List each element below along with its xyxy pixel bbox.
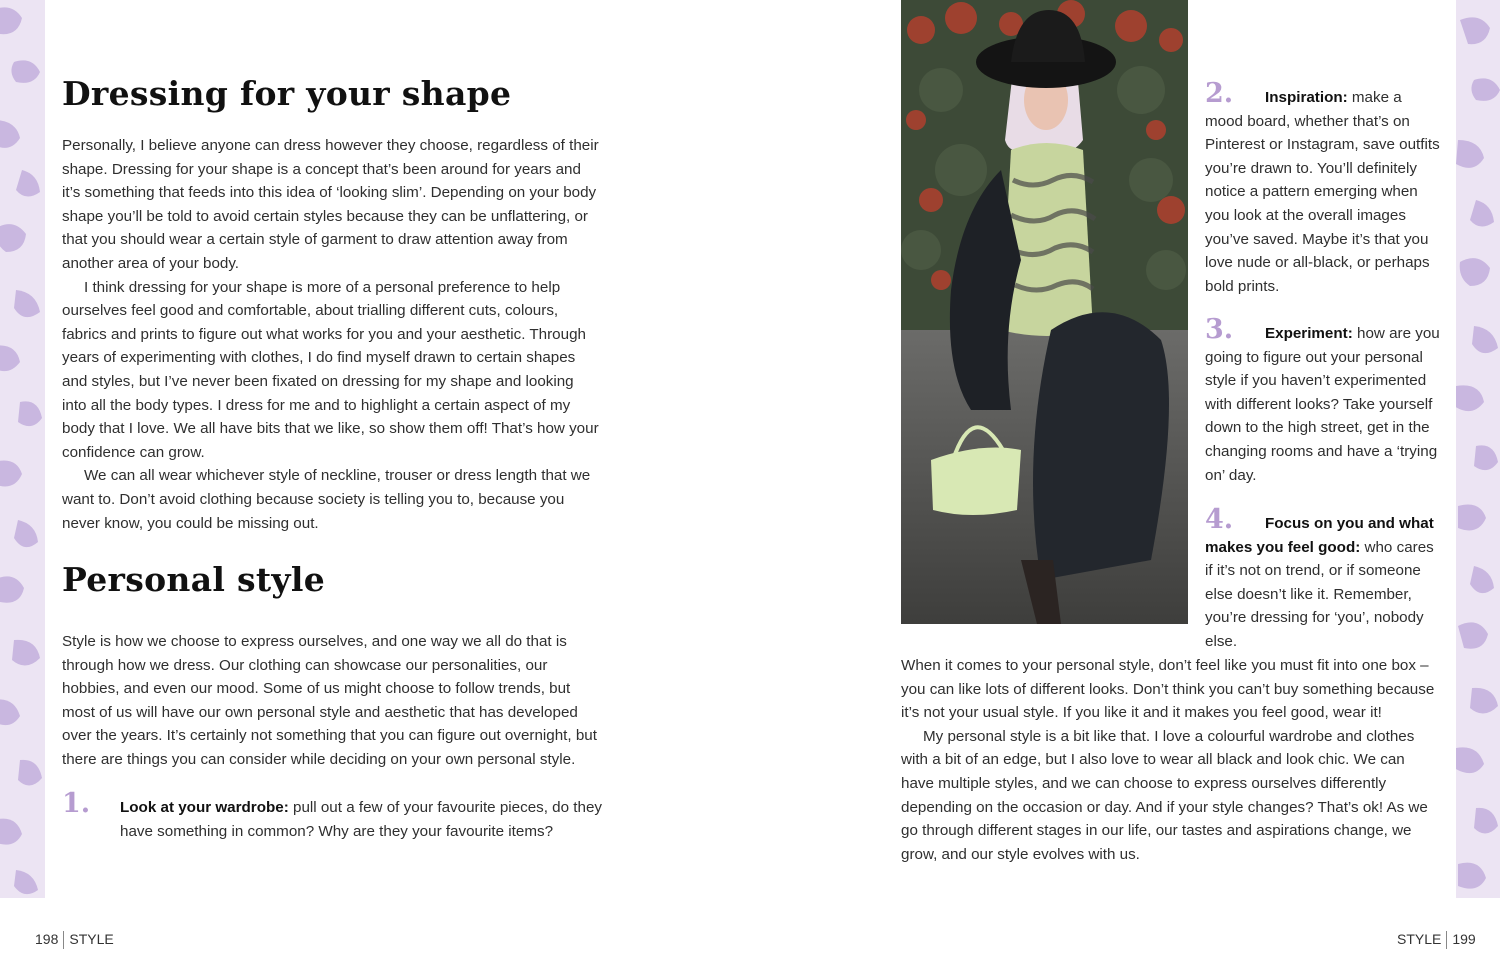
footer-left: [35, 931, 114, 949]
tip-text: [1205, 512, 1441, 654]
tip-body: how are you going to figure out your personal style if you haven’t experimented with different looks? Take yourself down to the high street, get in the changing rooms and have a ‘trying on’ day.: [1205, 325, 1440, 484]
tip-text: [1205, 86, 1441, 298]
divider: [1446, 931, 1447, 949]
heading-dressing-for-your-shape: Dressing for your shape: [62, 74, 512, 113]
tip-number: 2.: [1205, 78, 1234, 109]
photo-woman-in-black-hat: [901, 0, 1188, 624]
tip-body: pull out a few of your favourite pieces, do they have something in common? Why are they your favourite items?: [120, 799, 602, 840]
paragraph: My personal style is a bit like that. I love a colourful wardrobe and clothes with a bit of an edge, but I also love to wear all black and look chic. We can have multiple styles, and we can choose to express ourselves differently depending on the occasion or day. And if your style changes? That’s ok! As we go through different stages in our life, our tastes and aspirations change, we grow, and our style evolves with us.: [901, 727, 1428, 863]
paragraph: We can all wear whichever style of neckline, trouser or dress length that we want to. Don’t avoid clothing because society is telling you to, because you never know, you could be missing out.: [62, 467, 591, 532]
paragraph: When it comes to your personal style, don’t feel like you must fit into one box – you can like lots of different looks. Don’t think you can’t buy something because it’s not your usual style. If you like it and it makes you feel good, wear it!: [901, 657, 1435, 722]
footer-right: [1397, 931, 1476, 949]
tip-title: Experiment:: [1265, 325, 1353, 342]
tip-body: who cares if it’s not on trend, or if someone else doesn’t like it. Remember, you’re dressing for ‘you’, nobody else.: [1205, 538, 1434, 650]
tip-text: [1205, 322, 1441, 487]
tip-body: make a mood board, whether that’s on Pinterest or Instagram, save outfits you’re drawn to. You’ll definitely notice a pattern emerging when you look at the overall images you’ve saved. Maybe it’s that you love nude or all-black, or perhaps bold prints.: [1205, 89, 1440, 295]
section-label: STYLE: [69, 931, 114, 947]
page-number: 198: [35, 931, 59, 947]
tip-text: [62, 796, 602, 843]
tip-number: 3.: [1205, 314, 1234, 345]
section-personal-style-continued: [901, 654, 1441, 866]
tip-2: [1205, 78, 1441, 298]
tip-4: [1205, 504, 1441, 654]
tip-title: Look at your wardrobe:: [120, 799, 289, 816]
paragraph: Style is how we choose to express ourselves, and one way we all do that is through how we dress. Our clothing can showcase our personalities, our hobbies, and even our mood. Some of us might choose to follow trends, but most of us will have our own personal style and aesthetic that has developed over the years. It’s certainly not something that you can figure out overnight, but there are things you can consider while deciding on your own personal style.: [62, 633, 597, 768]
tip-3: [1205, 314, 1441, 487]
heading-personal-style: Personal style: [62, 560, 326, 599]
section-personal-style-body: [62, 630, 602, 772]
tip-1: [62, 788, 602, 843]
tip-number: 1.: [62, 788, 91, 819]
tip-number: 4.: [1205, 504, 1234, 535]
leopard-print-border-right: [1456, 0, 1500, 898]
paragraph: Personally, I believe anyone can dress however they choose, regardless of their shape. Dressing for your shape is a concept that’s been around for years and it’s something that feeds into this idea of ‘looking slim’. Depending on your body shape you’ll be told to avoid certain styles because they can be unflattering, or that you should wear a certain style of garment to draw attention away from another area of your body.: [62, 137, 599, 272]
tip-title: Focus on you and what makes you feel good:: [1205, 515, 1434, 556]
page-number: 199: [1452, 931, 1476, 947]
section-label: STYLE: [1397, 931, 1442, 947]
leopard-print-border-left: [0, 0, 45, 898]
section-dressing-body: [62, 134, 602, 535]
tip-title: Inspiration:: [1265, 89, 1348, 106]
divider: [63, 931, 64, 949]
paragraph: I think dressing for your shape is more of a personal preference to help ourselves feel good and comfortable, about trialling different cuts, colours, fabrics and prints to figure out what works for you and your aesthetic. Through years of experimenting with clothes, I do find myself drawn to certain shapes and styles, but I’ve never been fixated on dressing for my shape and looking into all the body types. I dress for me and to highlight a certain aspect of my body that I love. We all have bits that we like, so show them off! That’s how your confidence can grow.: [62, 278, 599, 461]
